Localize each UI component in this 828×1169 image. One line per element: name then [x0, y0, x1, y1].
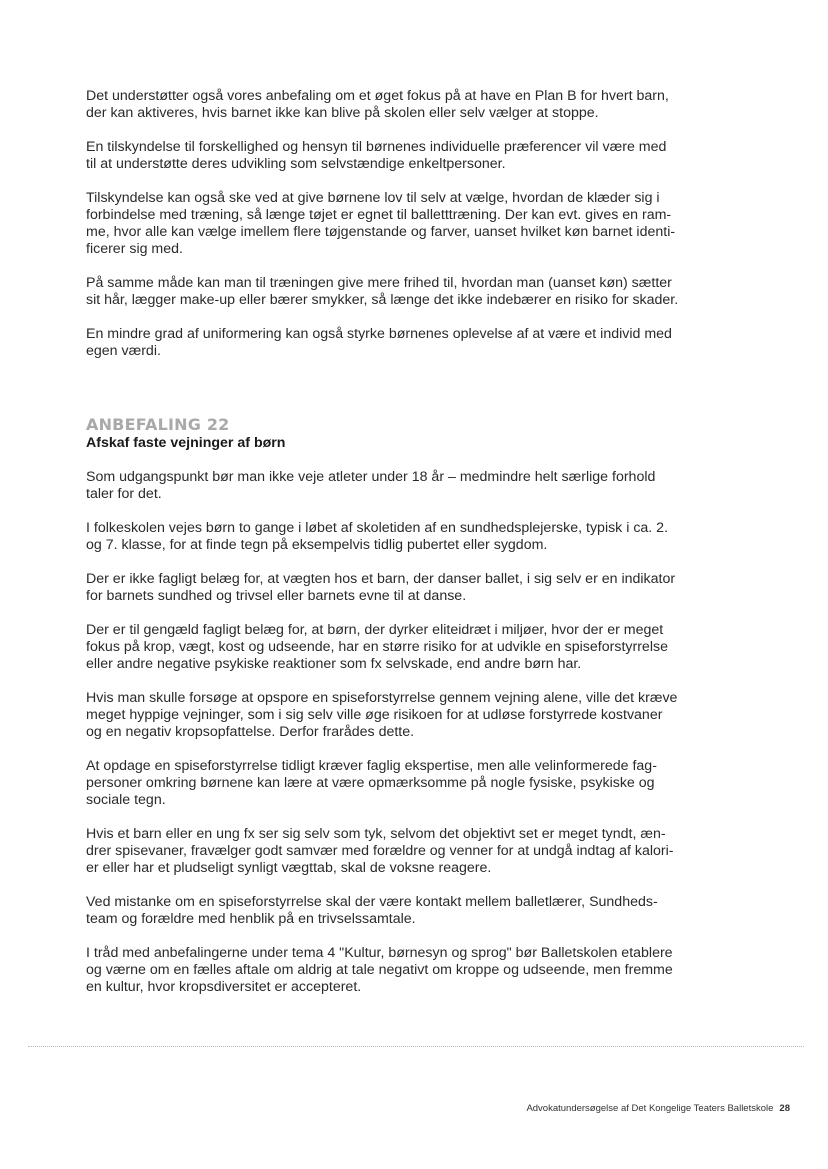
section-paragraph-5: Hvis man skulle forsøge at opspore en spiseforstyrrelse gennem vejning alene, ville det kræve meget hyppige vejninger, som i sig selv ville øge risikoen for at udløse forstyrrede kostvaner og en negativ kropsopfattelse. Derfor frarådes dette. — [86, 690, 678, 740]
intro-paragraph-5: En mindre grad af uniformering kan også styrke børnenes oplevelse af at være et individ med egen værdi. — [86, 326, 672, 359]
intro-paragraph-1: Det understøtter også vores anbefaling om et øget fokus på at have en Plan B for hvert barn, der kan aktiveres, hvis barnet ikke kan blive på skolen eller selv vælger at stoppe. — [86, 88, 669, 121]
intro-paragraph-2: En tilskyndelse til forskellighed og hensyn til børnenes individuelle præferencer vil være med til at understøtte deres udvikling som selvstændige enkeltpersoner. — [86, 139, 667, 172]
recommendation-title: Afskaf faste vejninger af børn — [86, 435, 286, 451]
section-paragraph-7: Hvis et barn eller en ung fx ser sig selv som tyk, selvom det objektivt set er meget tyndt, æn- drer spisevaner, fravælger godt samvær med forældre og venner for at undgå indtag af kalori- er eller har et pludseligt synligt vægttab, skal de voksne reagere. — [86, 826, 674, 876]
recommendation-section — [86, 416, 776, 996]
section-paragraph-4: Der er til gengæld fagligt belæg for, at børn, der dyrker eliteidræt i miljøer, hvor der er meget fokus på krop, vægt, kost og udseende, har en større risiko for at udvikle en spiseforstyrrelse eller andre negative psykiske reaktioner som fx selvskade, end andre børn har. — [86, 622, 668, 672]
intro-paragraph-3: Tilskyndelse kan også ske ved at give børnene lov til selv at vælge, hvordan de klæder sig i forbindelse med træning, så længe tøjet er egnet til balletttræning. Der kan evt. gives en ram- me, hvor alle kan vælge imellem flere tøjgenstande og farver, uanset hvilket køn barnet identi- ficerer sig med. — [86, 190, 676, 257]
section-paragraph-8: Ved mistanke om en spiseforstyrrelse skal der være kontakt mellem balletlærer, Sundheds- team og forældre med henblik på en trivselssamtale. — [86, 894, 658, 927]
page-number: 28 — [779, 1103, 790, 1114]
intro-paragraph-4: På samme måde kan man til træningen give mere frihed til, hvordan man (uanset køn) sætter sit hår, lægger make-up eller bærer smykker, så længe det ikke indebærer en risiko for skader. — [86, 275, 679, 308]
intro-text-block — [86, 88, 776, 360]
page-content — [86, 88, 776, 1013]
section-paragraph-6: At opdage en spiseforstyrrelse tidligt kræver faglig ekspertise, men alle velinformerede fag- personer omkring børnene kan lære at være opmærksomme på nogle fysiske, psykiske og sociale tegn. — [86, 758, 657, 808]
footer-title: Advokatundersøgelse af Det Kongelige Teaters Balletskole — [526, 1103, 774, 1114]
section-paragraph-9: I tråd med anbefalingerne under tema 4 "Kultur, børnesyn og sprog" bør Balletskolen etablere og værne om en fælles aftale om aldrig at tale negativt om kroppe og udseende, men fremme en kultur, hvor kropsdiversitet er accepteret. — [86, 945, 673, 995]
recommendation-number-heading: ANBEFALING 22 — [86, 415, 230, 434]
page-footer — [526, 1103, 790, 1115]
section-paragraph-1: Som udgangspunkt bør man ikke veje atleter under 18 år – medmindre helt særlige forhold taler for det. — [86, 469, 656, 502]
section-paragraph-2: I folkeskolen vejes børn to gange i løbet af skoletiden af en sundhedsplejerske, typisk i ca. 2. og 7. klasse, for at finde tegn på eksempelvis tidlig pubertet eller sygdom. — [86, 520, 669, 553]
section-paragraph-3: Der er ikke fagligt belæg for, at vægten hos et barn, der danser ballet, i sig selv er en indikator for barnets sundhed og trivsel eller barnets evne til at danse. — [86, 571, 676, 604]
footer-divider — [28, 1046, 804, 1047]
